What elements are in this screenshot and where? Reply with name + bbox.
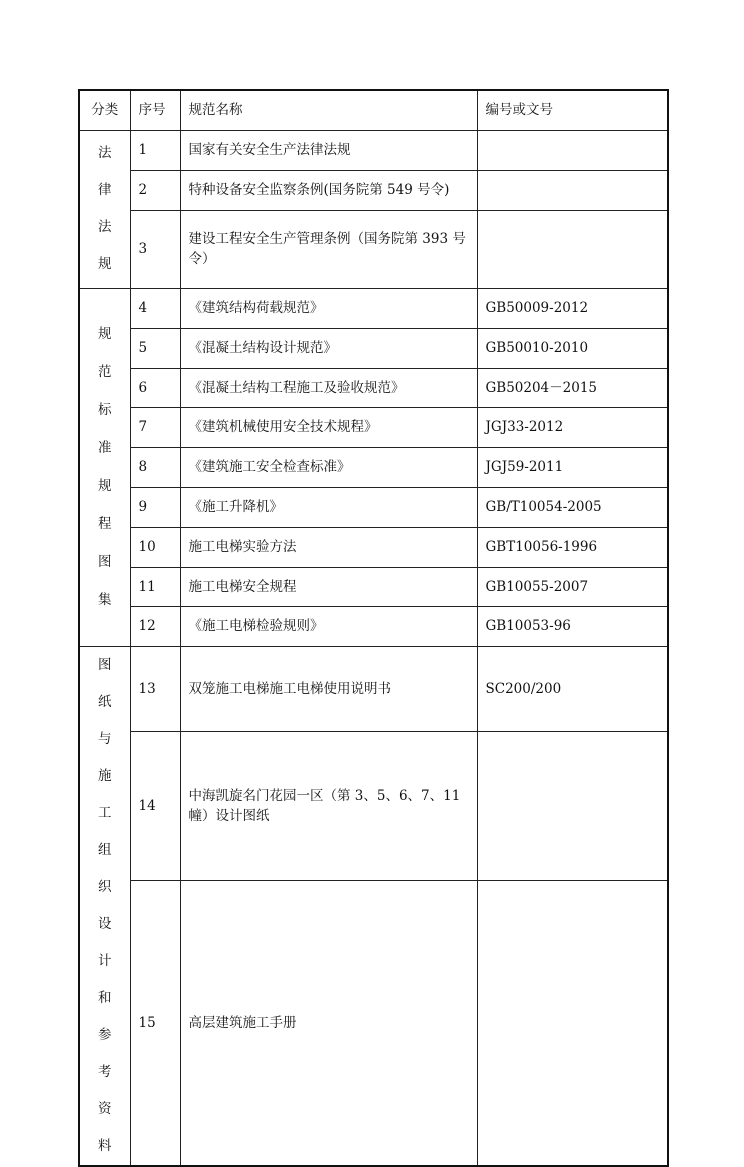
row-name: 《混凝土结构设计规范》 [180,328,477,368]
header-code: 编号或文号 [477,90,668,130]
category-standards: 规 范 标准 规 程 图集 [79,288,130,646]
row-index: 6 [130,368,180,407]
row-code [477,210,668,288]
row-name: 《建筑结构荷载规范》 [180,288,477,328]
row-code [477,170,668,210]
table-row [79,567,668,606]
table-row [79,527,668,567]
row-code: SC200/200 [477,646,668,732]
table-row [79,447,668,487]
table-row [79,407,668,447]
row-code: GB50009-2012 [477,288,668,328]
table-row [79,880,668,1165]
row-name: 国家有关安全生产法律法规 [180,130,477,170]
row-name: 施工电梯安全规程 [180,567,477,606]
row-code: GB50010-2010 [477,328,668,368]
row-code [477,130,668,170]
row-code: GBT10056-1996 [477,527,668,567]
row-name: 中海凯旋名门花园一区（第 3、5、6、7、11 幢）设计图纸 [180,732,477,880]
row-index: 5 [130,328,180,368]
row-index: 10 [130,527,180,567]
row-index: 3 [130,210,180,288]
table-row [79,487,668,527]
row-code: JGJ33-2012 [477,407,668,447]
row-name: 施工电梯实验方法 [180,527,477,567]
row-code: JGJ59-2011 [477,447,668,487]
header-name: 规范名称 [180,90,477,130]
row-name: 《施工电梯检验规则》 [180,606,477,646]
row-index: 11 [130,567,180,606]
regulations-table [78,89,669,1167]
row-index: 8 [130,447,180,487]
header-index: 序号 [130,90,180,130]
row-name: 双笼施工电梯施工电梯使用说明书 [180,646,477,732]
row-index: 15 [130,880,180,1165]
row-name: 《建筑机械使用安全技术规程》 [180,407,477,447]
row-name: 《施工升降机》 [180,487,477,527]
row-code: GB10055-2007 [477,567,668,606]
table-row [79,732,668,880]
row-index: 1 [130,130,180,170]
row-code: GB/T10054-2005 [477,487,668,527]
row-name: 《混凝土结构工程施工及验收规范》 [180,368,477,407]
row-code [477,732,668,880]
row-index: 9 [130,487,180,527]
table-header-row [79,90,668,130]
table-row [79,368,668,407]
header-category: 分类 [79,90,130,130]
table-row [79,288,668,328]
row-index: 13 [130,646,180,732]
category-drawings-references: 图 纸 与 施 工 组 织 设 计 和 参 考 资料 [79,646,130,1166]
row-name: 建设工程安全生产管理条例（国务院第 393 号令） [180,210,477,288]
row-name: 特种设备安全监察条例(国务院第 549 号令) [180,170,477,210]
table-row [79,170,668,210]
table-row [79,606,668,646]
row-code [477,880,668,1165]
table-row [79,328,668,368]
category-laws: 法 律 法规 [79,130,130,288]
row-index: 7 [130,407,180,447]
row-code: GB50204－2015 [477,368,668,407]
table-row [79,130,668,170]
row-name: 《建筑施工安全检查标准》 [180,447,477,487]
row-name: 高层建筑施工手册 [180,880,477,1165]
row-index: 2 [130,170,180,210]
table-row [79,646,668,732]
table-row [79,210,668,288]
row-index: 4 [130,288,180,328]
row-code: GB10053-96 [477,606,668,646]
row-index: 14 [130,732,180,880]
row-index: 12 [130,606,180,646]
